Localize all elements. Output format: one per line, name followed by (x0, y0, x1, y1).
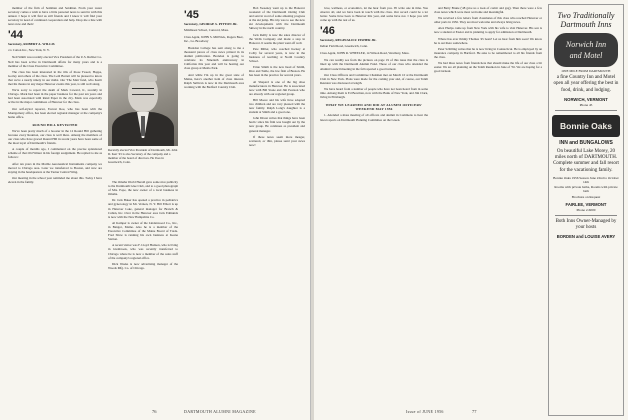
norwich-inn-blurb: a fine Country Inn and Motel open all year offering the best in food, drink, and lodging. (553, 75, 619, 93)
column-paragraph: Ernie Smith is the new head of Smith, Rice and Tuttle, the law firm of Boston. He has been in the practice for several years. (249, 65, 305, 78)
portrait-photo (108, 64, 178, 146)
column-paragraph: After ten years in the Marble Aeronautical Instruments company we moved to Chicago area. Later we transferred to Boston, and now are staying in the headquarters at the Turner Central Wing. (8, 161, 102, 174)
column-paragraph: Peter Schilling writes that he is now living in Connecticut. He is employed by an insurance company in Hartford. He asks to be remembered to all his friends from the class. (434, 46, 542, 59)
right-page (314, 0, 628, 420)
ad-divider (555, 215, 617, 216)
column-paragraph: Alex Phelps came up from New York with his wife to visit Hanover. His son is now a student at Exeter and is planning to apply for admission at Dartmouth. (434, 26, 542, 35)
left-column-3 (184, 6, 244, 402)
owners-line: Both Inns Owner-Managed by your hosts (555, 219, 617, 231)
bonnie-oaks-blurb: On beautiful Lake Morey, 20 miles north of DARTMOUTH. Complete summer and fall resort for the vacationing family. (553, 149, 619, 173)
norwich-inn-logo (554, 33, 618, 67)
secretary-address: Middlesex School, Concord, Mass. (184, 28, 229, 32)
column-paragraph: 1. Attended a mass meeting of all officers and alumni in Commons to hear the latest reports on Dartmouth Planning Committee on the Green. (320, 113, 428, 122)
bonnie-oaks-rates: Rooms with private baths, Rooms with private bath (554, 185, 618, 194)
subheading-alumni-weekend: WHAT WE LEARNED AND DID AT ALUMNI OFFICERS' WEEKEND MAY 1956 (325, 103, 423, 112)
column-paragraph: We have heard from a number of people who have not been heard from in some time. Among them is Ed Bowman, now with the Bank of New York, and Jim Clark, living in Pittsburgh. (320, 86, 428, 100)
class-heading-44: '44 (8, 29, 23, 42)
left-page (0, 0, 311, 420)
bonnie-oaks-season: Bonnie Oaks 1956 Season June 22nd to October 14th (553, 175, 619, 185)
bonnie-oaks-subtitle: INN and BUNGALOWS (559, 140, 613, 147)
column-paragraph: Dr. Jack Baker has opened a practice in pediatrics and gynecology in Mt. Vernon, N. Y. Bill Elliott is up in Hanover Lake, general manager for Branch & Cullen, Inc. Over in the Hanover area Jack Edmunds is now with the New Hampshire Co. (108, 198, 178, 219)
column-paragraph: We've been pretty much of a booster in the 12 Round Hill gathering because every Reunion, our class is well there. Among the members of our class who have graced Round Hill in recent years have been some of the most loyal of Dartmouth's friends. (8, 128, 102, 146)
fairlee-location: FAIRLEE, VERMONT (565, 201, 607, 207)
intro-paragraph: member of the firm of Seidman and Seidman. From your roster secretary comes a wish to have a little personal news to send in with this annual. I hope it will find us still friends and I know it will find your secretary in need of continued cooperation and help. Drop me a line with news now and then! (8, 6, 102, 27)
class-heading-46: '46 (320, 25, 335, 38)
photo-caption: Recently elected Vice President of Dartmouth, Mr. John D. Kerr '45 is also Secretary of the company and a member of the board of directors. He lives in Greenwich, Conn. (108, 148, 178, 164)
brochure-note: Brochure on Request (571, 194, 601, 199)
column-paragraph: We're sorry to report the death of Mark Coward, Jr., recently in Chicago. Mark had been in the paper business for the past ten years and had been associated with Rand Paper in the city. Mark was especially active in the major committees of Hanover for the class. (8, 88, 102, 105)
fairlee-phone: Phone 2-6000 (576, 207, 596, 212)
secretary-line: Secretary, GEORGE S. PITTON JR. (184, 22, 238, 26)
secretary-address: c/o Cotton Inc., New York, N. Y. (8, 48, 50, 53)
column-paragraph: Our self-styled reporter, Forrest Roe, who has been with the Montgomery office, has been elected regional manager at the company's home office. (8, 106, 102, 119)
intro-paragraph: love, wellness, or economics, let me hear from you. I'll write one in time. You observe all, and we have been in touch with the class. Our record could be a lot better. Some have been to Hanover this year, and some have not. I hope you will come up with the rest of us. (320, 6, 428, 23)
ad-title: Two Traditionally Dartmouth Inns (557, 11, 615, 29)
class-heading-45: '45 (184, 9, 199, 21)
column-paragraph: Jack Reilly is now the sales director of the Wells Company and made a stop in Hanover. It seems the plant went off well. (249, 32, 305, 45)
secretary-line: Secretary, ROBERT A. WILLIS (8, 42, 55, 47)
ad-divider (555, 110, 617, 111)
inns-advertisement (548, 4, 624, 416)
column-paragraph: John Dixon writes that things have been hectic since his firm was bought out by the new group. He continues as president and general manager. (249, 116, 305, 133)
class-agent-line: Class Agent, JOHN R. WHEELER, 14 Wilson Road, Westbury, Mass. (320, 51, 410, 56)
column-paragraph: Bill Moore and his wife have adopted two children and are very pleased with the new family. Ralph Long's daughter is a student at Smith and a good one. (249, 97, 305, 115)
page-number-left: 76 (152, 409, 157, 414)
subheading-round-hill: ROUND HILL REVISITED (32, 122, 78, 127)
norwich-inn-logo-line1: Norwich Inn (565, 40, 607, 49)
column-paragraph: Our Class Officers and Committee Chairmen met on March 10 at the Dartmouth Club in New York. Plans were made for the coming year and, of course, our Tenth Reunion was discussed at length. (320, 72, 428, 85)
magazine-footer: DARTMOUTH ALUMNI MAGAZINE (184, 409, 256, 414)
right-column-2 (434, 6, 542, 402)
mile-from-dartmouth: ONE MILE FROM DARTMOUTH (561, 69, 611, 73)
column-paragraph: Our meeting in the school year reminded me about this. Today I have eleven in the family. (8, 175, 102, 184)
bonnie-oaks-logo: Bonnie Oaks (552, 115, 620, 137)
secretary-address: Indian Field Road, Greenwich, Conn. (320, 44, 368, 49)
column-paragraph: Al Kemper is owner of the Lindenwood Co., Inc., in Bangor, Maine. Also he is a member of the Executive Committee of the Maine Board of Trade. Fred Shaw is running his own business at Keene Station. (108, 220, 178, 242)
column-paragraph: A couple of months ago, I commented on the precise splendored scheme of that Old Winter in his foreign assignment. He replied to me as follows: (8, 147, 102, 160)
column-paragraph: and Betty Brune ('48 gave us a look of comic and gag). Then there were a few class notes which were most welcome and meaningful. (434, 6, 542, 15)
norwich-inn-logo-line2: and Motel (569, 51, 603, 60)
secretary-line: Secretary, REGINALD F. FISHER JR. (320, 38, 377, 43)
norwich-location: NORWICH, VERMONT (564, 96, 608, 102)
left-column-1 (8, 6, 102, 402)
column-paragraph: And while I'm up in the great state of Maine, here's another item of class interest. Ralph Sullivan is now in the Dartmouth area working with the Bedford Country Club. (184, 72, 244, 89)
column-paragraph: Bob Sweeney went up to the Hanover weekend of the Dartmouth Outing Club and sent in word of some amazing progress at the ski jump. His trip was to see the new ski developments with the Dartmouth Skiway in the north country. (249, 6, 305, 31)
column-paragraph: A recent visitor was F. Lloyd Hudson, who is living in Glenbrook, who was recently transferred to Chicago where he is now a member of the sales staff of the company's regional office. (108, 243, 178, 260)
column-paragraph: The class has been interested in the tilts of those Tweed, Hoppe, Gorley and others of the class. The Ledi Barrett will be pleased to know that we're a nearly ninety in our midst. Our 'The Man' fund, who hasn't met his theatre in any major Hanover events this year, is still well along. (8, 69, 102, 87)
column-paragraph: Neil Smith was recently elected Vice President of the U.S. Rubber Co. Neil has been active in Dartmouth affairs for many years and is a member of the Class Executive Committee. (8, 55, 102, 68)
class-agent-line: Class Agent, JOHN S. MONAG, Rogers Beer, Inc., La. Broadway (184, 35, 244, 43)
column-paragraph: Dick Weeks is now advertising manager of the Woods Mfg. Co. of Chicago. (108, 261, 178, 270)
page-number-right: 77 (472, 409, 477, 414)
column-paragraph: Brendon College has sent along to me a thousand pieces of class news printed in its alumni publication. Brendon is going to celebrate its Ninetieth anniversary in California this year and will be hosting our class group at Menlo Park. (184, 46, 244, 71)
column-paragraph: We received a few letters from classmates of this class who reached Hanover or other parts in 1956. They are most welcome and always bring news. (434, 16, 542, 25)
column-paragraph: Al Shepard is one of the big shoe manufacturers in Hanover. He is associated now with Bill Stone and Jim Pearson who are already with our regional group. (249, 79, 305, 96)
column-paragraph: Where has ever Jimmy Thomas '45 been? Let us hear from him soon! We know he is out there somewhere. (434, 36, 542, 45)
norwich-phone: Phone 45 (579, 102, 593, 107)
left-column-2-lower (108, 180, 178, 402)
column-paragraph: Pete Miller, who coached hockey at Colby for several years, is now in the business of teaching at North Country School. (249, 46, 305, 64)
right-column-1 (320, 6, 428, 402)
issue-footer: Issue of JUNE 1956 (406, 409, 444, 414)
left-column-4 (249, 6, 305, 402)
hosts-names: BORDEN and LOUISE AVERY (556, 234, 616, 240)
column-paragraph: We can readily see from the pictures on page 19 of this issue that the class is lined up with the Dartmouth Alumni Fund. Those of our class who attended the Alumni Council meeting in the fall reported a good turnout. (320, 58, 428, 71)
column-paragraph: If these notes seem more meager, scattered, or thin, please send your news now! (249, 134, 305, 147)
column-paragraph: The Omaha World Herald gave some nice publicity to the Dartmouth Glee Club, and to a good photograph of Mrs. Pope, the new owner of a local business in Omaha. (108, 180, 178, 197)
column-paragraph: We had three notes from friends here that should make the life of our class a bit easier. We are all planning on the Tenth Reunion in June of '56. We are hoping for a good turnout. (434, 61, 542, 74)
